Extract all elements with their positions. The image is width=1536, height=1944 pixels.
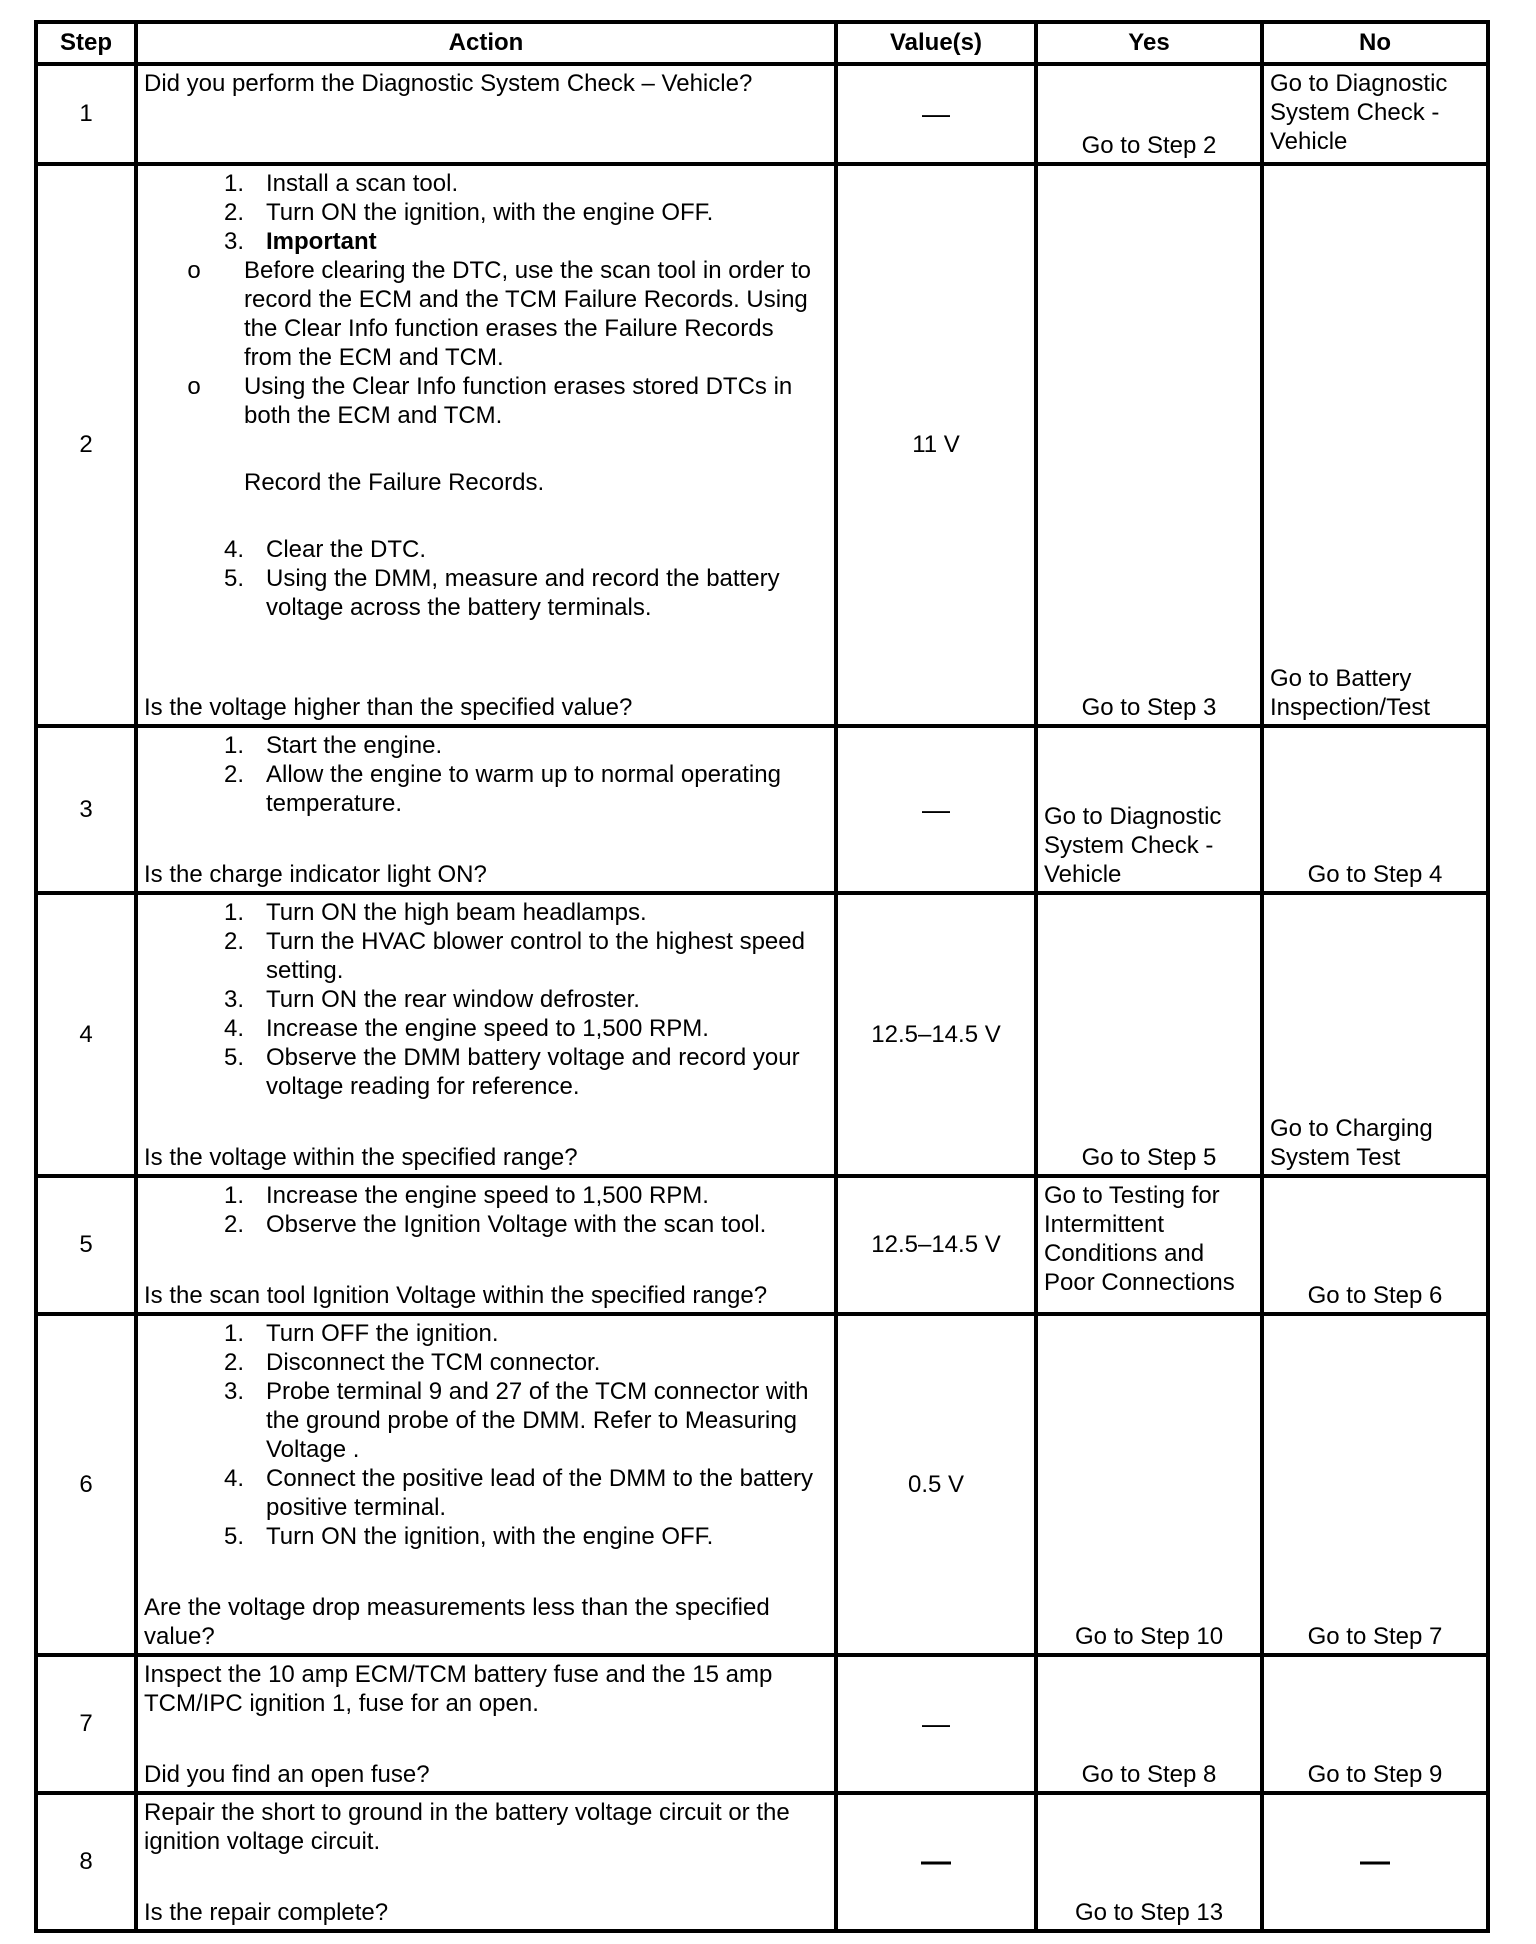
list-item: 5. Turn ON the ignition, with the engine OFF. — [223, 1523, 714, 1550]
step-number: 8 — [36, 1793, 136, 1931]
table-row — [36, 893, 1488, 1176]
no-link[interactable]: Go to Step 6 — [1307, 1282, 1443, 1309]
table-row — [36, 726, 1488, 893]
action-steps — [144, 1319, 828, 1551]
list-item: 2. Allow the engine to warm up to normal operating temperature. — [223, 761, 781, 817]
action-question: Is the charge indicator light ON? — [144, 861, 487, 888]
action-steps — [144, 1181, 828, 1239]
no-link[interactable]: Go to Battery Inspection/Test — [1270, 665, 1431, 721]
value-text: 11 V — [912, 431, 960, 458]
value-cell — [836, 64, 1036, 164]
action-cell — [136, 164, 836, 726]
action-cell — [136, 726, 836, 893]
yes-link[interactable]: Go to Step 8 — [1081, 1761, 1217, 1788]
list-item: 4. Increase the engine speed to 1,500 RPM. — [223, 1015, 709, 1042]
list-item: 1. Start the engine. — [223, 732, 443, 759]
no-value: — — [1360, 1844, 1390, 1878]
value-text: — — [922, 98, 950, 129]
action-cell — [136, 893, 836, 1176]
yes-cell — [1036, 893, 1262, 1176]
yes-cell — [1036, 726, 1262, 893]
no-cell — [1262, 64, 1488, 164]
value-cell — [836, 726, 1036, 893]
list-item: 2. Disconnect the TCM connector. — [223, 1349, 601, 1376]
action-cell — [136, 64, 836, 164]
action-question: Is the voltage higher than the specified value? — [144, 694, 633, 721]
value-cell — [836, 893, 1036, 1176]
list-item: o Before clearing the DTC, use the scan tool in order to record the ECM and the TCM Failure Records. Using the Clear Info function erases the Failure Records from the ECM and TCM. — [187, 257, 811, 371]
no-link[interactable]: Go to Step 9 — [1307, 1761, 1443, 1788]
no-link[interactable]: Go to Step 4 — [1307, 861, 1443, 888]
table-row — [36, 1793, 1488, 1931]
list-item: 4. Clear the DTC. — [223, 536, 427, 563]
list-item: o Using the Clear Info function erases stored DTCs in both the ECM and TCM. — [187, 373, 793, 429]
list-item: 4. Connect the positive lead of the DMM to the battery positive terminal. — [223, 1465, 813, 1521]
list-item: 3. Probe terminal 9 and 27 of the TCM connector with the ground probe of the DMM. Refer to Measuring Voltage . — [223, 1378, 809, 1463]
list-item: 2. Observe the Ignition Voltage with the scan tool. — [223, 1211, 767, 1238]
header-step: Step — [36, 22, 136, 64]
value-cell — [836, 1176, 1036, 1314]
table-row — [36, 1176, 1488, 1314]
value-text: — — [922, 793, 950, 825]
list-item: 5. Observe the DMM battery voltage and record your voltage reading for reference. — [223, 1044, 800, 1100]
table-row — [36, 1314, 1488, 1655]
value-text: — — [921, 1845, 951, 1878]
step-number: 3 — [36, 726, 136, 893]
no-cell — [1262, 1655, 1488, 1793]
list-item: 3. Turn ON the rear window defroster. — [223, 986, 640, 1013]
yes-link[interactable]: Go to Diagnostic System Check - Vehicle — [1044, 803, 1222, 888]
action-question: Is the repair complete? — [144, 1899, 389, 1926]
no-cell — [1262, 726, 1488, 893]
yes-cell — [1036, 64, 1262, 164]
yes-link[interactable]: Go to Step 10 — [1074, 1623, 1224, 1650]
table-row — [36, 1655, 1488, 1793]
yes-cell — [1036, 1314, 1262, 1655]
action-cell — [136, 1176, 836, 1314]
action-question: Is the scan tool Ignition Voltage within the specified range? — [144, 1282, 768, 1309]
table-row — [36, 164, 1488, 726]
list-item: 1. Install a scan tool. — [223, 170, 459, 197]
list-item: 1. Turn OFF the ignition. — [223, 1320, 499, 1347]
action-question: Is the voltage within the specified range? — [144, 1144, 578, 1171]
no-cell — [1262, 1793, 1488, 1931]
no-link[interactable]: Go to Diagnostic System Check - Vehicle — [1270, 70, 1448, 155]
action-steps — [144, 731, 828, 818]
header-yes: Yes — [1036, 22, 1262, 64]
yes-cell — [1036, 1793, 1262, 1931]
header-row — [36, 22, 1488, 64]
action-question: Are the voltage drop measurements less than the specified value? — [144, 1594, 770, 1650]
value-text: 12.5–14.5 V — [871, 1020, 1001, 1048]
no-cell — [1262, 893, 1488, 1176]
yes-link[interactable]: Go to Step 5 — [1081, 1144, 1217, 1171]
header-action: Action — [136, 22, 836, 64]
action-intro: Inspect the 10 amp ECM/TCM battery fuse and the 15 amp TCM/IPC ignition 1, fuse for an open. — [144, 1661, 773, 1717]
value-text: 12.5–14.5 V — [871, 1231, 1001, 1258]
action-cell — [136, 1314, 836, 1655]
action-steps — [144, 535, 828, 622]
list-item: 1. Turn ON the high beam headlamps. — [223, 899, 647, 926]
header-values: Value(s) — [836, 22, 1036, 64]
action-intro: Repair the short to ground in the battery voltage circuit or the ignition voltage circuit. — [144, 1799, 790, 1855]
yes-link[interactable]: Go to Step 13 — [1074, 1899, 1224, 1926]
action-cell — [136, 1655, 836, 1793]
header-no: No — [1262, 22, 1488, 64]
yes-link[interactable]: Go to Step 3 — [1081, 694, 1217, 721]
value-text: — — [922, 1708, 950, 1739]
no-cell — [1262, 1314, 1488, 1655]
list-item: 3. Important — [223, 228, 377, 255]
step-number: 7 — [36, 1655, 136, 1793]
value-text: 0.5 V — [907, 1470, 965, 1498]
table-row — [36, 64, 1488, 164]
no-link[interactable]: Go to Step 7 — [1307, 1623, 1443, 1650]
list-item: 2. Turn ON the ignition, with the engine OFF. — [223, 199, 714, 226]
no-cell — [1262, 164, 1488, 726]
yes-cell — [1036, 1655, 1262, 1793]
no-link[interactable]: Go to Charging System Test — [1270, 1115, 1433, 1171]
list-item: 1. Increase the engine speed to 1,500 RPM. — [223, 1182, 709, 1209]
step-number: 5 — [36, 1176, 136, 1314]
action-steps — [144, 898, 828, 1101]
yes-cell — [1036, 1176, 1262, 1314]
step-number: 6 — [36, 1314, 136, 1655]
record-note: Record the Failure Records. — [244, 469, 545, 496]
action-intro: Did you perform the Diagnostic System Check – Vehicle? — [144, 70, 753, 97]
step-number: 4 — [36, 893, 136, 1176]
value-cell — [836, 1793, 1036, 1931]
step-number: 2 — [36, 164, 136, 726]
no-cell — [1262, 1176, 1488, 1314]
list-item: 5. Using the DMM, measure and record the battery voltage across the battery terminals. — [223, 565, 780, 621]
yes-cell — [1036, 164, 1262, 726]
yes-link[interactable]: Go to Step 2 — [1081, 132, 1217, 159]
action-cell — [136, 1793, 836, 1931]
important-notes — [144, 256, 828, 430]
value-cell — [836, 1314, 1036, 1655]
action-question: Did you find an open fuse? — [144, 1761, 430, 1788]
action-steps — [144, 169, 828, 256]
value-cell — [836, 1655, 1036, 1793]
value-cell — [836, 164, 1036, 726]
yes-link[interactable]: Go to Testing for Intermittent Conditions and Poor Connections — [1044, 1182, 1235, 1296]
step-number: 1 — [36, 64, 136, 164]
list-item: 2. Turn the HVAC blower control to the highest speed setting. — [223, 928, 805, 984]
diagnostic-table — [34, 20, 1490, 1933]
